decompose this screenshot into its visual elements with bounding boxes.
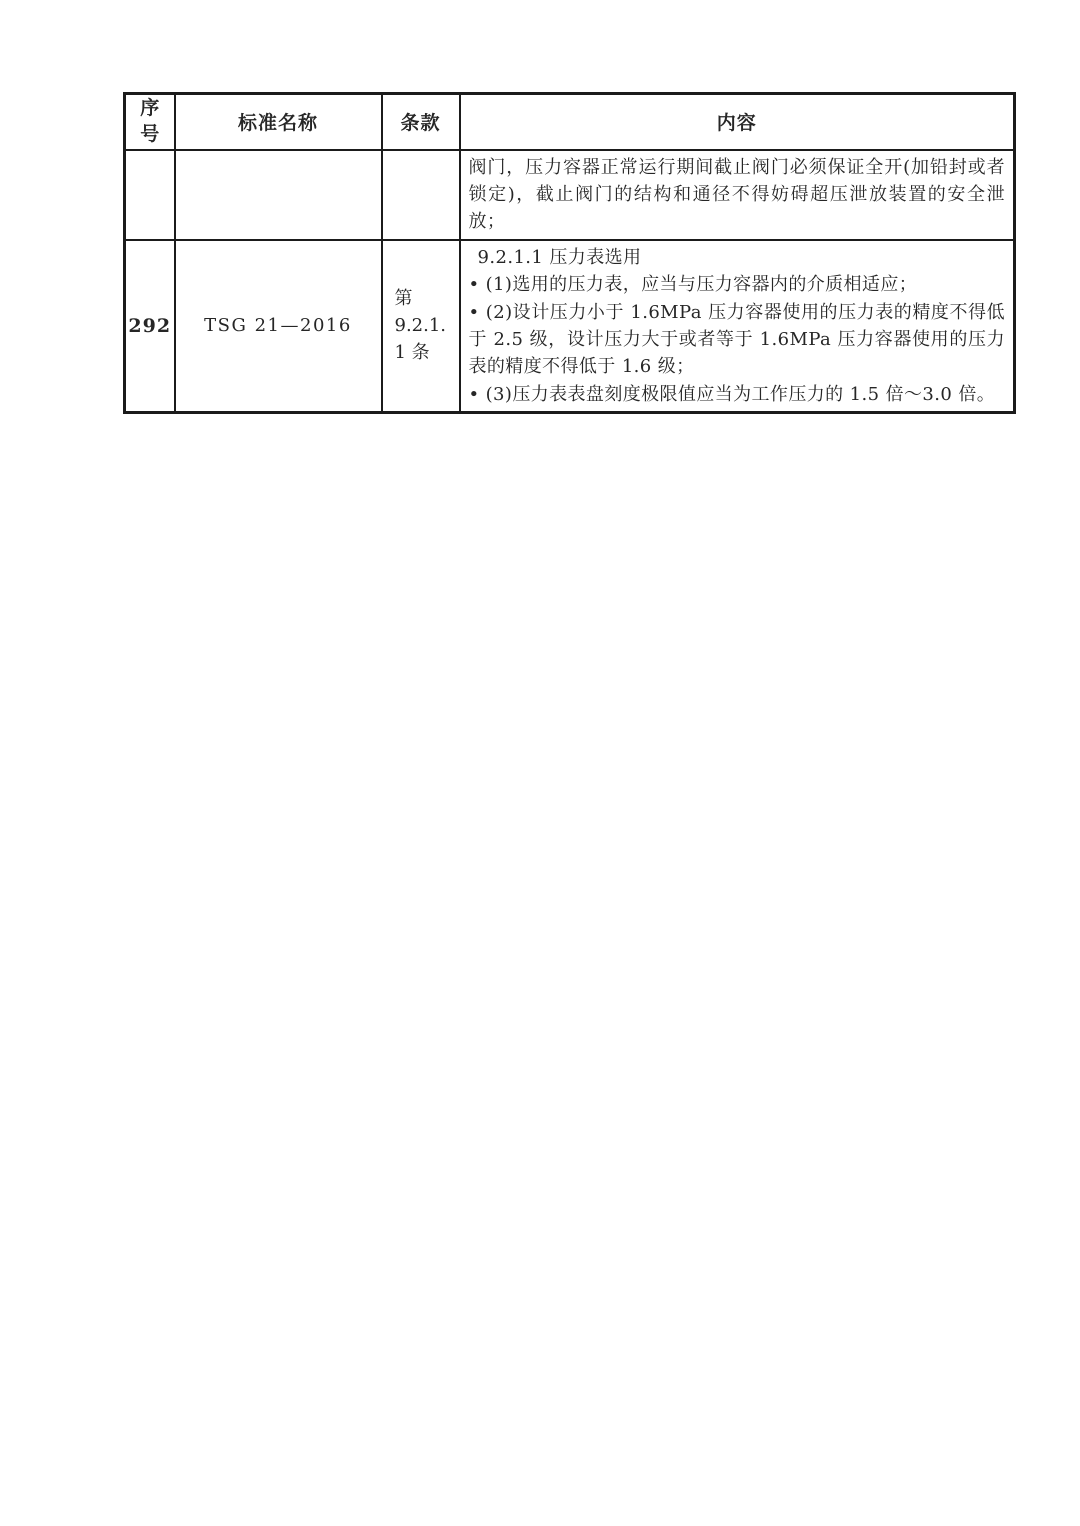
content-paragraph: • (3)压力表表盘刻度极限值应当为工作压力的 1.5 倍～3.0 倍。 <box>468 383 996 405</box>
header-standard: 标准名称 <box>175 94 382 150</box>
standard-cell <box>175 150 382 240</box>
seq-cell <box>125 150 175 240</box>
clause-cell <box>382 240 460 413</box>
standard-cell: TSG 21—2016 <box>175 240 382 413</box>
header-seq-label: 序号 <box>140 97 160 145</box>
table-row <box>125 240 1015 413</box>
seq-cell: 292 <box>125 240 175 413</box>
header-clause: 条款 <box>382 94 460 150</box>
content-cell <box>460 240 1015 413</box>
table-row <box>125 150 1015 240</box>
clause-line: 1 条 <box>394 342 430 364</box>
header-content: 内容 <box>460 94 1015 150</box>
standards-table <box>123 92 1016 414</box>
header-seq <box>125 94 175 150</box>
clause-line: 第 <box>394 288 413 310</box>
header-row <box>125 94 1015 150</box>
content-cell <box>460 150 1015 240</box>
clause-cell <box>382 150 460 240</box>
content-paragraph: • (1)选用的压力表，应当与压力容器内的介质相适应； <box>468 274 918 296</box>
clause-line: 9.2.1. <box>394 315 447 337</box>
content-paragraph: 阀门，压力容器正常运行期间截止阀门必须保证全开(加铅封或者锁定)，截止阀门的结构和通径不得妨碍超压泄放装置的安全泄放； <box>468 156 1005 233</box>
content-paragraph: • (2)设计压力小于 1.6MPa 压力容器使用的压力表的精度不得低于 2.5 级，设计压力大于或者等于 1.6MPa 压力容器使用的压力表的精度不得低于 1.6 级； <box>468 301 1005 378</box>
content-paragraph: 9.2.1.1 压力表选用 <box>477 246 642 268</box>
